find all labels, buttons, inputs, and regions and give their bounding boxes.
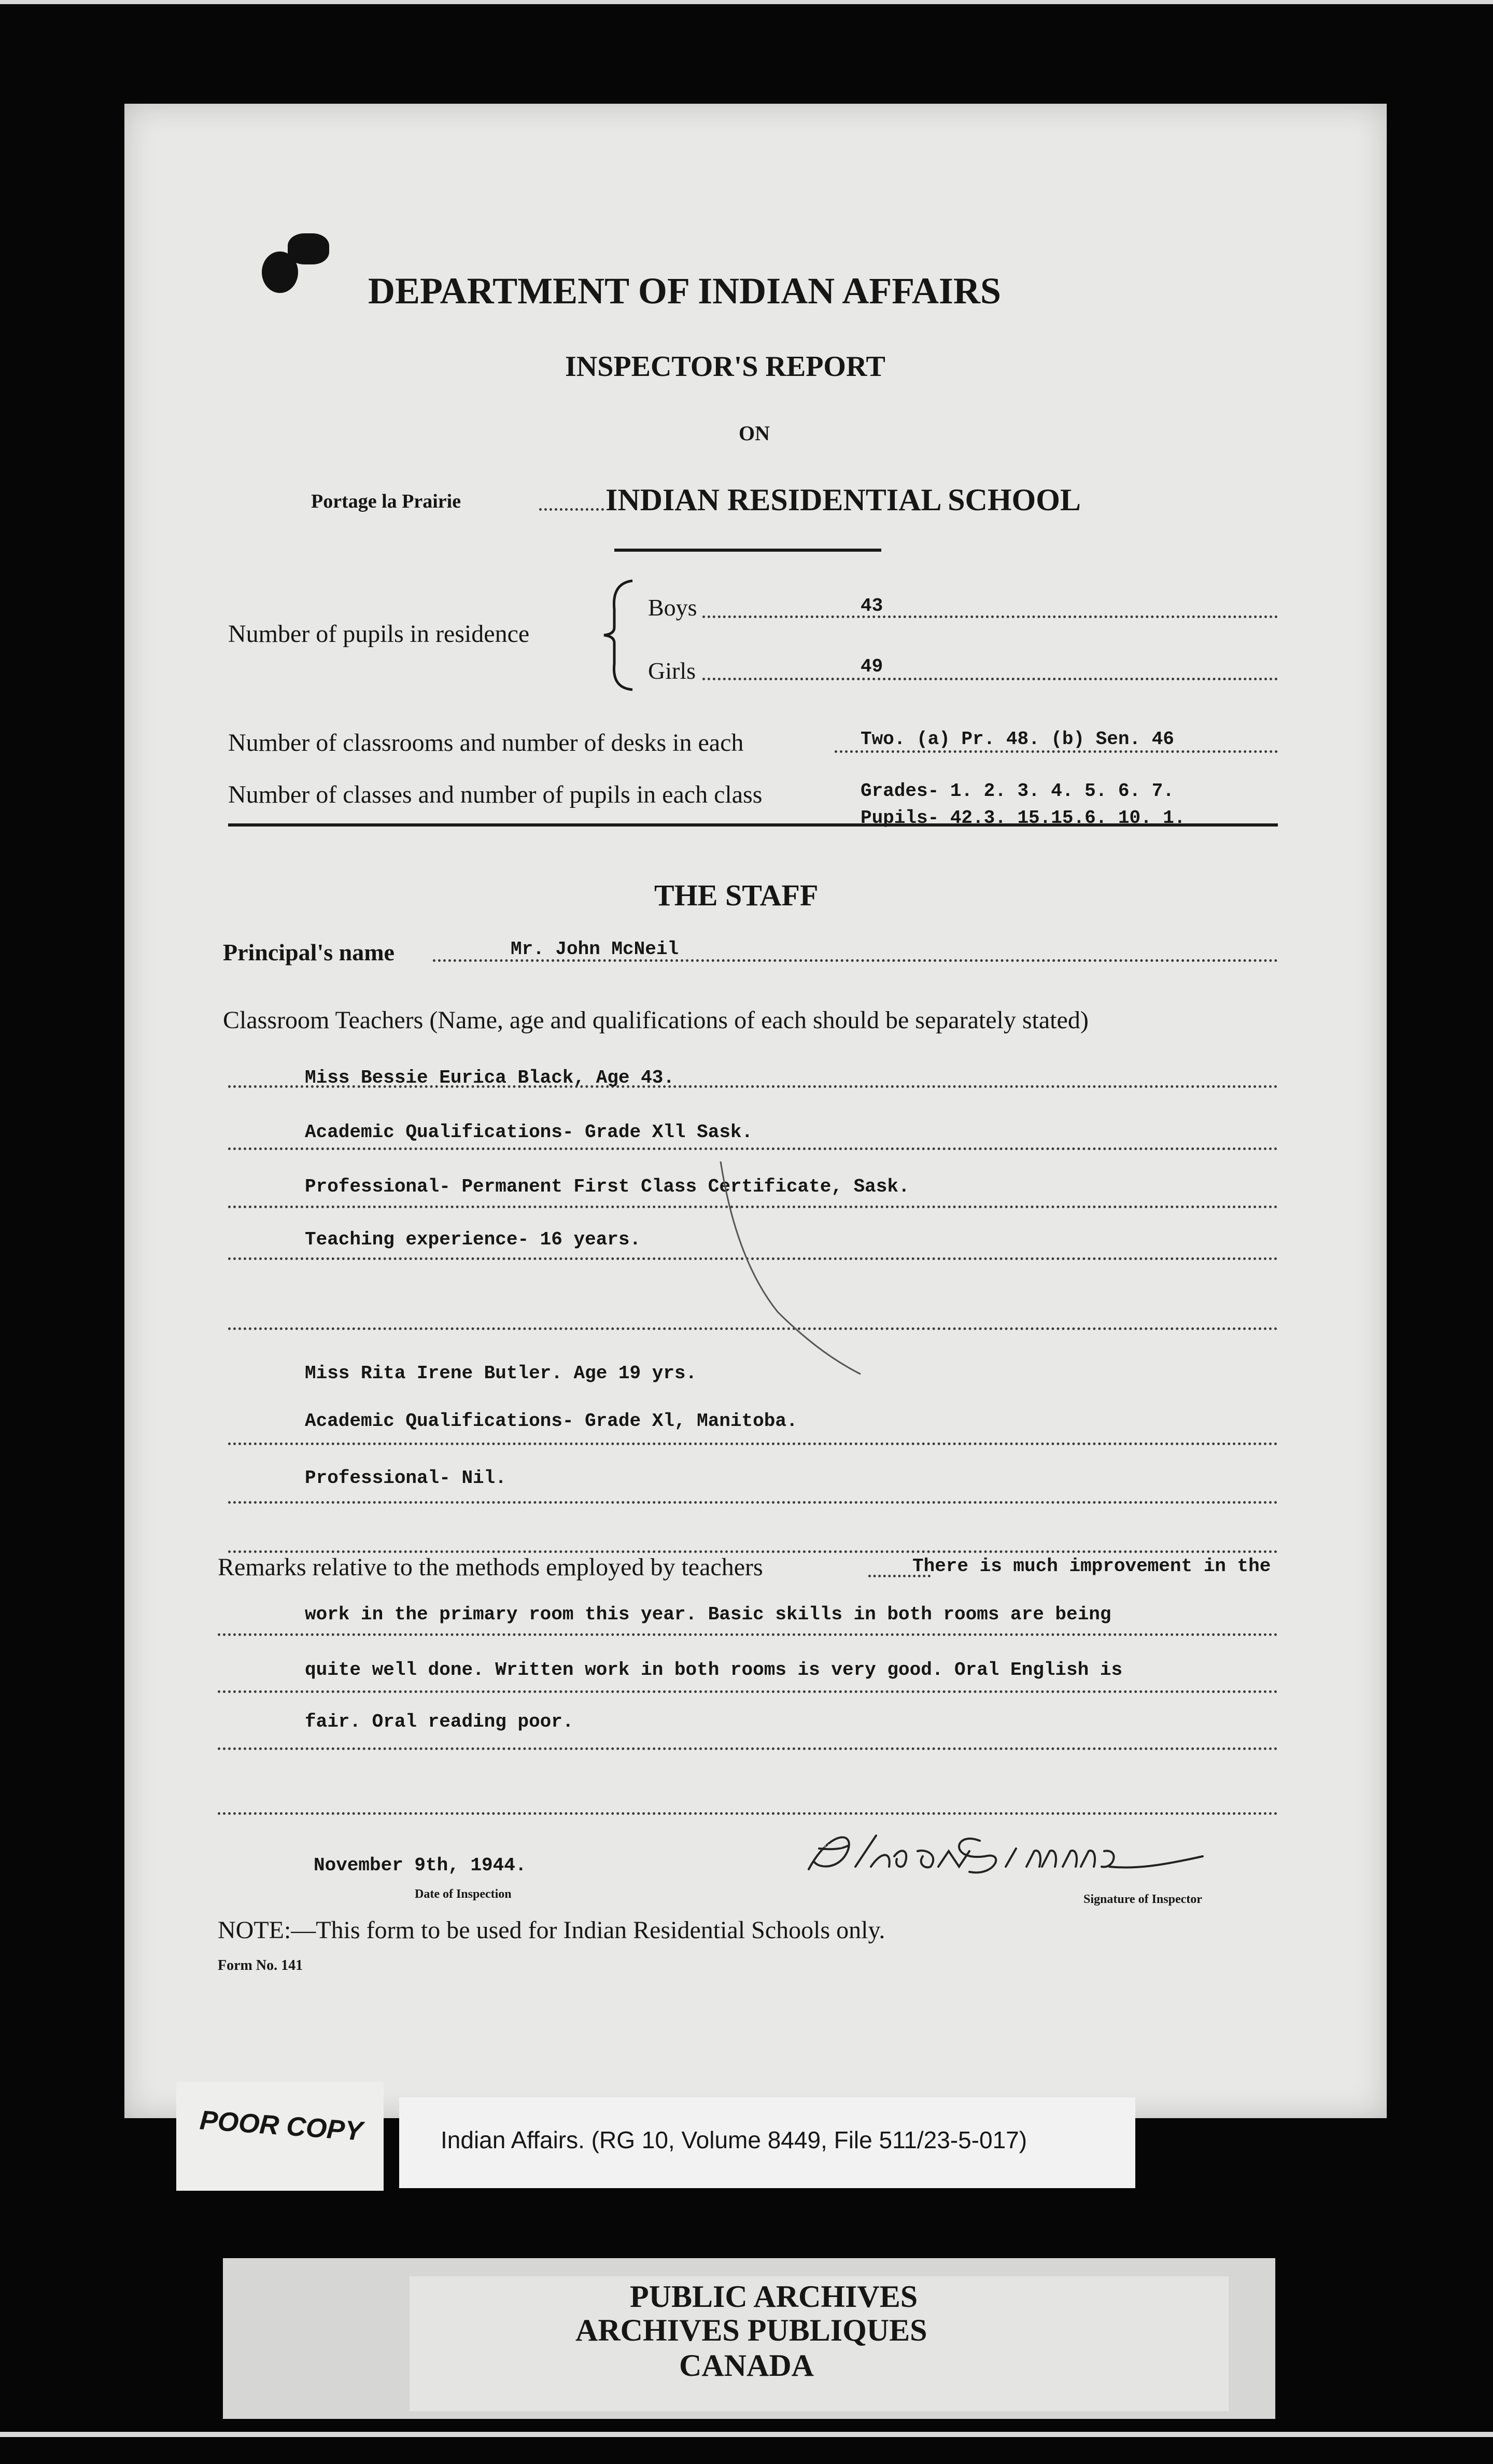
inspection-date: November 9th, 1944. [314, 1855, 527, 1876]
teacher1-name: Miss Bessie Eurica Black, Age 43. [305, 1067, 674, 1088]
form-note: NOTE:—This form to be used for Indian Residential Schools only. [218, 1916, 885, 1944]
boys-value: 43 [861, 595, 883, 617]
remarks-dotted-line-4 [218, 1747, 1278, 1750]
archive-reference: Indian Affairs. (RG 10, Volume 8449, File 511/23-5-017) [441, 2126, 1027, 2153]
teachers-label: Classroom Teachers (Name, age and qualifications of each should be separately stated) [223, 1006, 1089, 1034]
teacher-dotted-line-2 [228, 1147, 1278, 1150]
teacher-dotted-line-6 [228, 1443, 1278, 1445]
classrooms-value: Two. (a) Pr. 48. (b) Sen. 46 [861, 729, 1174, 750]
frame-edge-bottom [0, 2432, 1493, 2437]
remarks-line-3: quite well done. Written work in both rooms is very good. Oral English is [305, 1659, 1123, 1681]
remarks-line-4: fair. Oral reading poor. [305, 1711, 574, 1732]
classrooms-label: Number of classrooms and number of desks in each [228, 729, 744, 757]
remarks-dotted-line-2 [218, 1633, 1278, 1636]
girls-value: 49 [861, 656, 883, 677]
teacher2-professional: Professional- Nil. [305, 1467, 506, 1489]
boys-label: Boys [648, 594, 697, 621]
class-pupils-value: Pupils- 42.3. 15.15.6. 10. 1. [861, 807, 1186, 829]
stray-pencil-mark [715, 1156, 871, 1379]
date-label: Date of Inspection [415, 1887, 512, 1901]
teacher1-academic: Academic Qualifications- Grade Xll Sask. [305, 1122, 753, 1143]
teacher-dotted-line-7 [228, 1501, 1278, 1504]
staff-heading: THE STAFF [654, 878, 819, 912]
department-title: DEPARTMENT OF INDIAN AFFAIRS [368, 270, 1001, 312]
principal-label: Principal's name [223, 939, 395, 965]
archives-line-2: ARCHIVES PUBLIQUES [575, 2313, 927, 2347]
signature-name: Eldon Simms [814, 1843, 842, 1849]
form-number: Form No. 141 [218, 1957, 303, 1973]
classes-underline [228, 823, 1278, 827]
school-type: INDIAN RESIDENTIAL SCHOOL [605, 483, 1081, 517]
school-location: Portage la Prairie [311, 491, 461, 512]
remarks-line-1: There is much improvement in the [912, 1556, 1271, 1577]
teacher1-experience: Teaching experience- 16 years. [305, 1229, 641, 1250]
girls-dotted-line [702, 678, 1278, 680]
remarks-label: Remarks relative to the methods employed by teachers [218, 1553, 763, 1581]
inspector-signature [798, 1820, 1213, 1887]
teacher2-academic: Academic Qualifications- Grade Xl, Manitoba. [305, 1410, 798, 1432]
on-label: ON [739, 422, 770, 445]
archives-line-3: CANADA [679, 2348, 814, 2383]
remarks-dotted-line-5 [218, 1812, 1278, 1815]
location-dotted-line [539, 508, 604, 511]
teacher1-professional: Professional- Permanent First Class Certificate, Sask. [305, 1176, 910, 1197]
ink-blot-2 [288, 233, 329, 264]
header-underline [614, 549, 881, 552]
grades-value: Grades- 1. 2. 3. 4. 5. 6. 7. [861, 780, 1174, 802]
girls-label: Girls [648, 657, 696, 684]
pupils-brace [601, 578, 638, 692]
remarks-line-2: work in the primary room this year. Basic skills in both rooms are being [305, 1604, 1111, 1625]
classes-label: Number of classes and number of pupils in each class [228, 781, 763, 808]
boys-dotted-line [702, 615, 1278, 618]
signature-label: Signature of Inspector [1083, 1893, 1202, 1906]
form-page [124, 104, 1387, 2118]
principal-value: Mr. John McNeil [511, 939, 679, 960]
report-title: INSPECTOR'S REPORT [565, 351, 885, 383]
classrooms-dotted-line [835, 750, 1278, 753]
teacher2-name: Miss Rita Irene Butler. Age 19 yrs. [305, 1363, 697, 1384]
archives-line-1: PUBLIC ARCHIVES [630, 2279, 918, 2314]
pupils-label: Number of pupils in residence [228, 620, 530, 648]
remarks-dotted-line-3 [218, 1690, 1278, 1693]
poor-copy-text: POOR COPY [199, 2105, 364, 2147]
frame-edge-top [0, 0, 1493, 4]
